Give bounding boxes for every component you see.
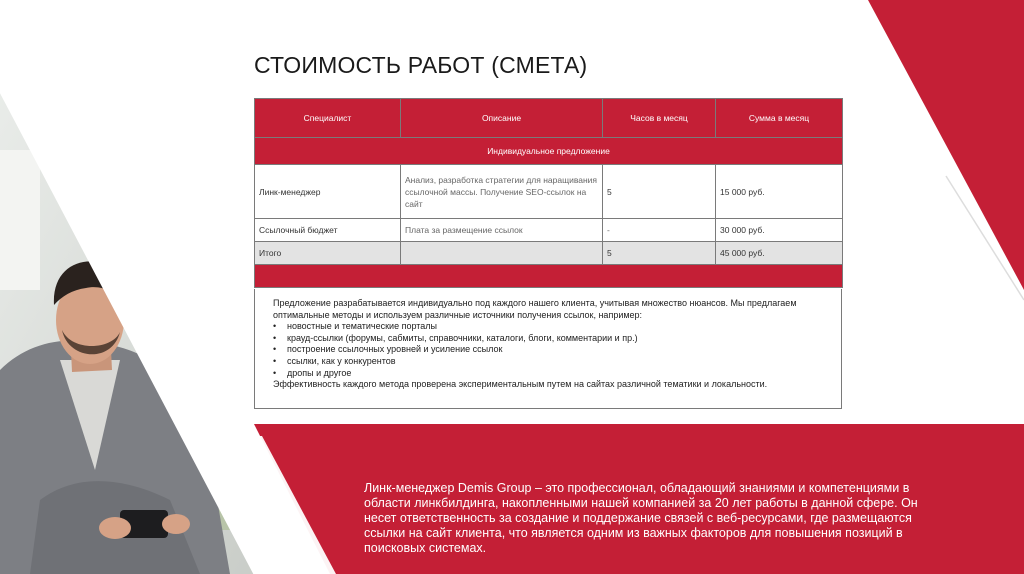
header-specialist: Специалист xyxy=(255,99,401,138)
cell-sum: 45 000 руб. xyxy=(716,242,843,265)
cell-specialist: Ссылочный бюджет xyxy=(255,219,401,242)
subheader-individual-offer: Индивидуальное предложение xyxy=(255,138,843,165)
list-item: • ссылки, как у конкурентов xyxy=(273,355,396,366)
note-intro: Предложение разрабатывается индивидуально под каждого нашего клиента, учитывая множество нюансов. Мы предлагаем оптимальные методы и используем различные источники получения ссылок, например: xyxy=(273,298,797,320)
cell-sum: 30 000 руб. xyxy=(716,219,843,242)
table-row xyxy=(255,219,843,242)
list-item: • новостные и тематические порталы xyxy=(273,321,438,332)
link-manager-description: Линк-менеджер Demis Group – это профессионал, обладающий знаниями и компетенциями в области линкбилдинга, накопленными нашей компанией за 20 лет работы в данной сфере. Он несет ответственность за создание и поддержание связей с веб-ресурсами, где размещаются ссылки на сайт клиента, что является одним из важных факторов для повышения позиций в поисковых системах. xyxy=(364,480,918,555)
table-total-row xyxy=(255,242,843,265)
note-bullet-list xyxy=(273,321,829,379)
cell-hours: - xyxy=(603,219,716,242)
header-description: Описание xyxy=(401,99,603,138)
cell-specialist: Итого xyxy=(255,242,401,265)
table-subheader-row xyxy=(255,138,843,165)
list-item: • крауд-ссылки (форумы, сабмиты, справочники, каталоги, блоги, комментарии и пр.) xyxy=(273,332,638,343)
list-item: • дропы и другое xyxy=(273,367,352,378)
estimate-table-wrapper xyxy=(254,98,842,288)
cell-hours: 5 xyxy=(603,242,716,265)
table-blank-red-row xyxy=(255,265,843,288)
table-header-row xyxy=(255,99,843,138)
list-item: • построение ссылочных уровней и усиление ссылок xyxy=(273,344,503,355)
page-title: СТОИМОСТЬ РАБОТ (СМЕТА) xyxy=(254,52,588,78)
cell-description: Анализ, разработка стратегии для наращивания ссылочной массы. Получение SEO-ссылок на сайт xyxy=(401,165,603,219)
cell-specialist: Линк-менеджер xyxy=(255,165,401,219)
cell-description: Плата за размещение ссылок xyxy=(401,219,603,242)
top-right-red-triangle xyxy=(868,0,1024,290)
header-sum: Сумма в месяц xyxy=(716,99,843,138)
note-outro: Эффективность каждого метода проверена экспериментальным путем на сайтах различной тематики и локальности. xyxy=(273,379,768,390)
estimate-table xyxy=(254,98,843,288)
cell-sum: 15 000 руб. xyxy=(716,165,843,219)
offer-note xyxy=(254,289,842,409)
cell-description xyxy=(401,242,603,265)
cell-hours: 5 xyxy=(603,165,716,219)
header-hours: Часов в месяц xyxy=(603,99,716,138)
table-row xyxy=(255,165,843,219)
